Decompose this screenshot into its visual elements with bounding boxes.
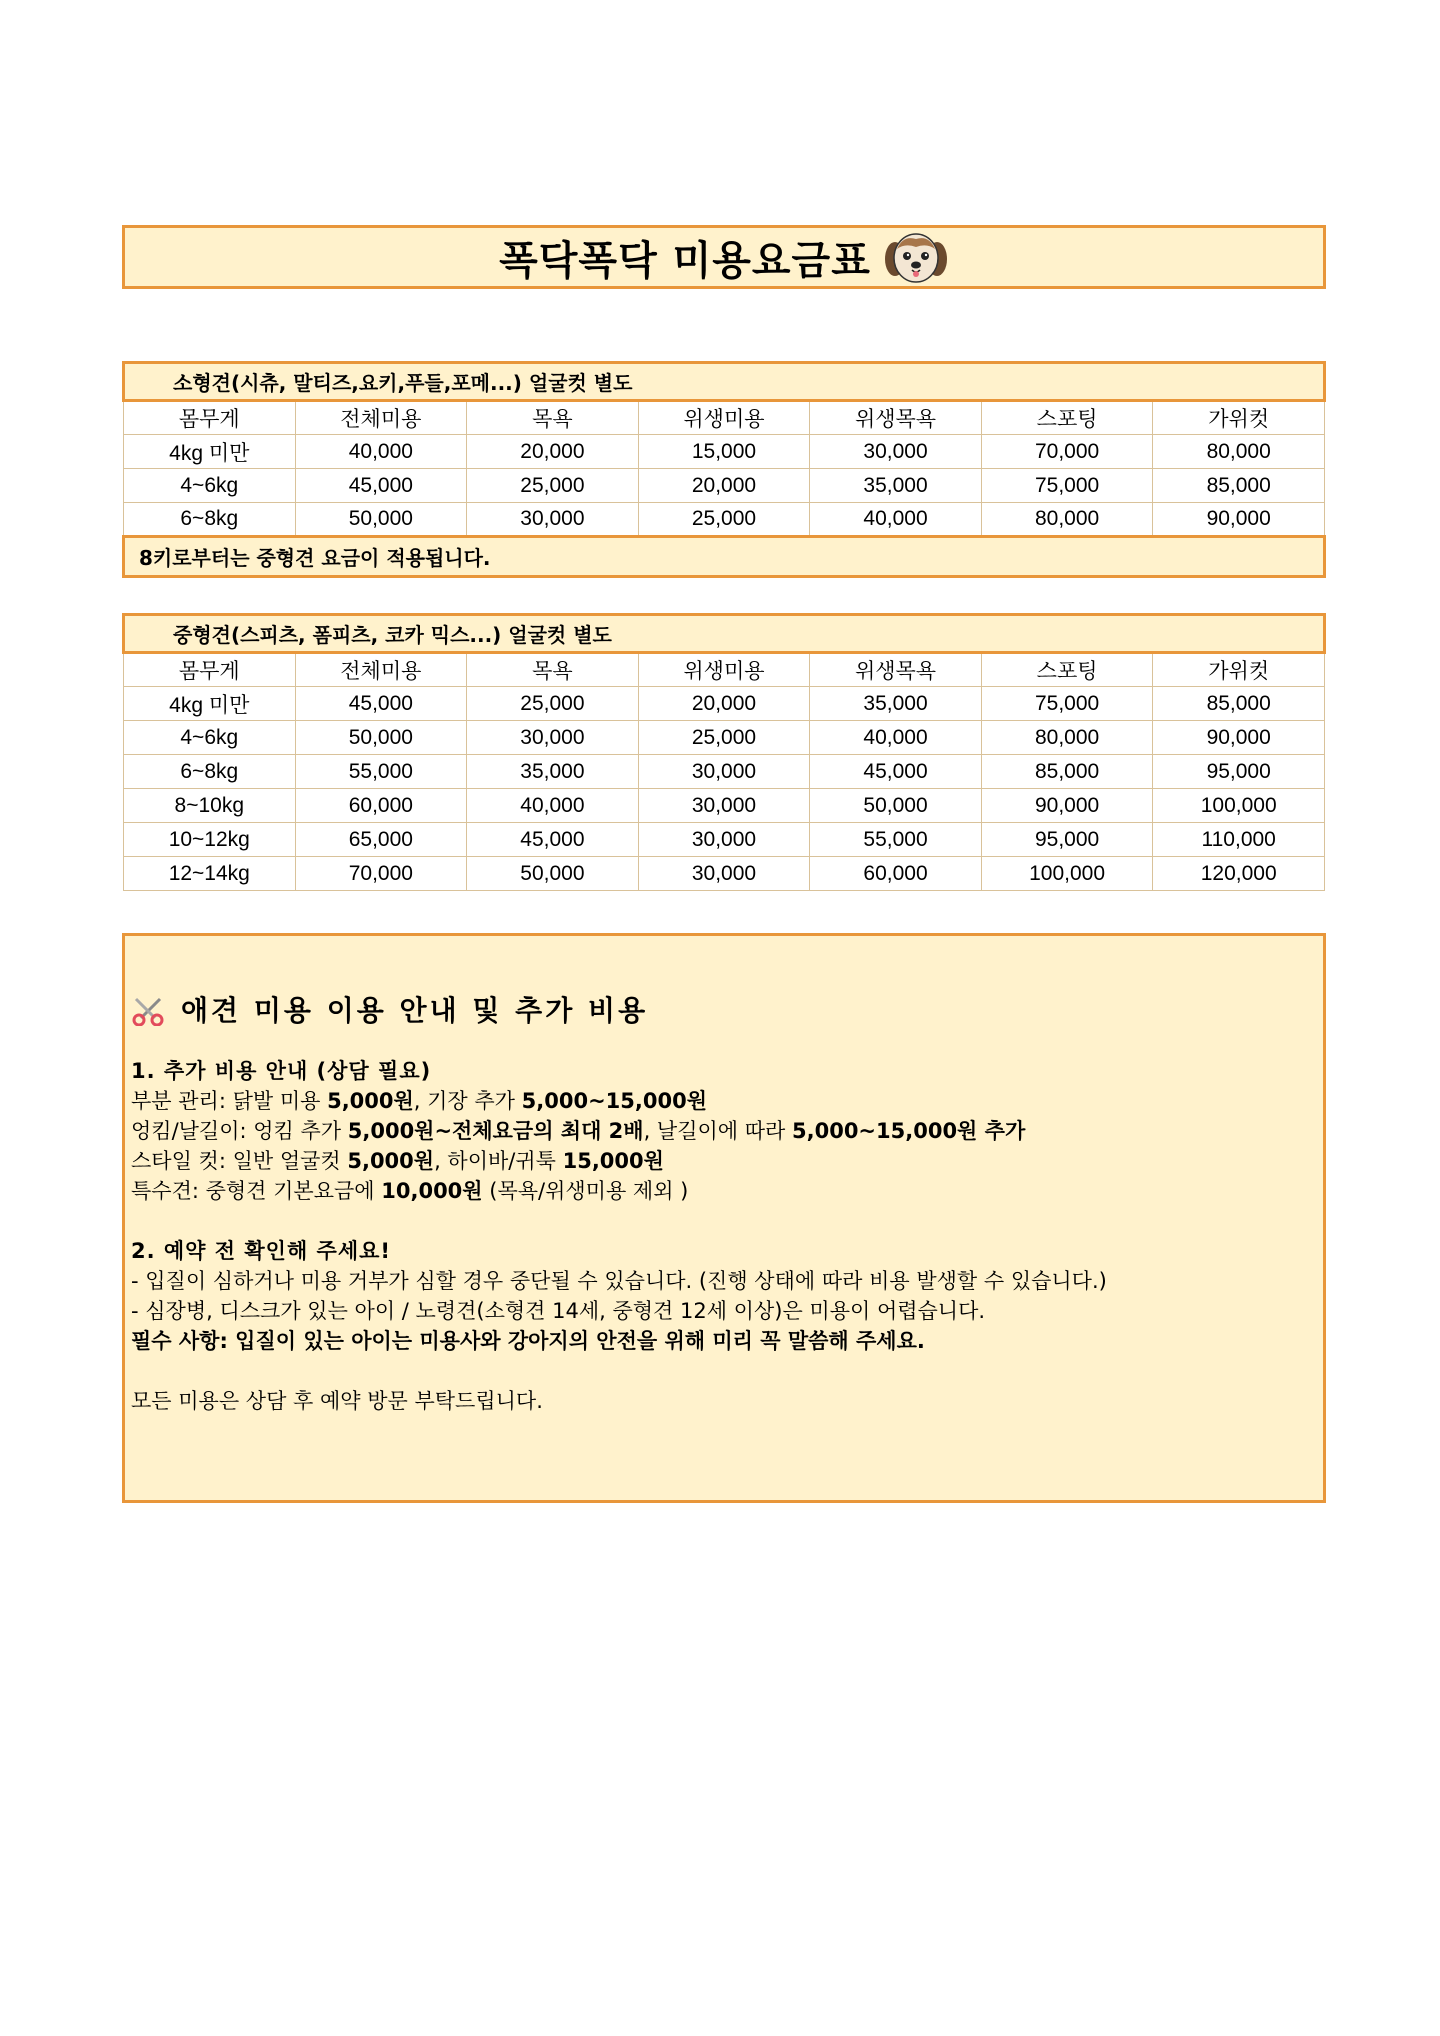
table-cell: 120,000 [1153,857,1325,891]
table-row [124,687,1325,721]
table-header-row [124,401,1325,435]
table-row [124,469,1325,503]
table-row [124,789,1325,823]
scissors-icon [131,996,165,1026]
table-row [124,755,1325,789]
column-header: 전체미용 [295,653,467,687]
column-header: 위생미용 [638,653,810,687]
info-line: - 심장병, 디스크가 있는 아이 / 노령견(소형견 14세, 중형견 12세 이상)은 미용이 어렵습니다. [131,1299,986,1323]
info-text: (목욕/위생미용 제외 ) [482,1179,689,1203]
info-text: 특수견: 중형견 기본요금에 [131,1179,382,1203]
small-dog-price-table [122,361,1326,578]
table-cell: 45,000 [295,469,467,503]
table-cell: 25,000 [467,469,639,503]
table-row [124,503,1325,537]
table-cell: 50,000 [810,789,982,823]
table-row [124,435,1325,469]
column-header: 목욕 [467,653,639,687]
table-cell: 100,000 [1153,789,1325,823]
table-cell: 30,000 [810,435,982,469]
table-cell: 40,000 [295,435,467,469]
medium-dog-caption: 중형견(스피츠, 폼피츠, 코카 믹스...) 얼굴컷 별도 [124,615,1325,653]
info-line [131,1116,1313,1146]
table-cell: 35,000 [810,687,982,721]
table-cell: 10~12kg [124,823,296,857]
table-cell: 110,000 [1153,823,1325,857]
table-cell: 100,000 [981,857,1153,891]
table-cell: 80,000 [981,721,1153,755]
table-cell: 85,000 [1153,469,1325,503]
table-cell: 85,000 [981,755,1153,789]
table-cell: 60,000 [810,857,982,891]
info-price: 15,000원 [562,1149,664,1173]
column-header: 위생목욕 [810,401,982,435]
table-cell: 8~10kg [124,789,296,823]
table-header-row [124,653,1325,687]
table-cell: 35,000 [810,469,982,503]
table-cell: 40,000 [810,721,982,755]
table-caption-row [124,363,1325,401]
table-cell: 50,000 [295,503,467,537]
table-cell: 4kg 미만 [124,435,296,469]
column-header: 위생목욕 [810,653,982,687]
title-banner [122,225,1326,289]
table-cell: 25,000 [467,687,639,721]
table-cell: 80,000 [1153,435,1325,469]
table-row [124,721,1325,755]
info-line: - 입질이 심하거나 미용 거부가 심할 경우 중단될 수 있습니다. (진행 상태에 따라 비용 발생할 수 있습니다.) [131,1269,1107,1293]
table-cell: 50,000 [295,721,467,755]
info-line [131,1146,1313,1176]
table-cell: 4~6kg [124,721,296,755]
table-cell: 90,000 [1153,503,1325,537]
table-cell: 40,000 [810,503,982,537]
table-cell: 4kg 미만 [124,687,296,721]
table-cell: 30,000 [467,721,639,755]
table-cell: 30,000 [467,503,639,537]
medium-dog-price-table [122,613,1326,891]
table-cell: 45,000 [467,823,639,857]
info-text: 스타일 컷: 일반 얼굴컷 [131,1149,348,1173]
table-cell: 70,000 [295,857,467,891]
table-cell: 75,000 [981,469,1153,503]
table-cell: 75,000 [981,687,1153,721]
info-heading [131,996,1313,1026]
column-header: 몸무게 [124,401,296,435]
table-cell: 25,000 [638,503,810,537]
table-row [124,857,1325,891]
table-note-row [124,537,1325,577]
info-text: , 날길이에 따라 [643,1119,792,1143]
table-cell: 20,000 [638,469,810,503]
column-header: 위생미용 [638,401,810,435]
table-cell: 90,000 [981,789,1153,823]
info-text: 엉킴/날길이: 엉킴 추가 [131,1119,348,1143]
table-cell: 6~8kg [124,503,296,537]
table-cell: 90,000 [1153,721,1325,755]
info-heading-text: 애견 미용 이용 안내 및 추가 비용 [181,994,649,1027]
grooming-info-box [122,933,1326,1503]
section-title: 1. 추가 비용 안내 (상담 필요) [131,1059,432,1083]
required-notice: 필수 사항: 입질이 있는 아이는 미용사와 강아지의 안전을 위해 미리 꼭 말씀해 주세요. [131,1329,925,1353]
column-header: 몸무게 [124,653,296,687]
info-text: , 기장 추가 [413,1089,522,1113]
info-price: 10,000원 [381,1179,483,1203]
table-cell: 45,000 [295,687,467,721]
column-header: 가위컷 [1153,653,1325,687]
dog-face-icon [883,229,949,285]
table-cell: 30,000 [638,755,810,789]
table-cell: 15,000 [638,435,810,469]
column-header: 스포팅 [981,653,1153,687]
table-cell: 85,000 [1153,687,1325,721]
table-cell: 80,000 [981,503,1153,537]
small-dog-note: 8키로부터는 중형견 요금이 적용됩니다. [124,537,1325,577]
table-cell: 55,000 [295,755,467,789]
table-cell: 55,000 [810,823,982,857]
info-price: 5,000~15,000원 [521,1089,707,1113]
info-price: 5,000~15,000원 추가 [792,1119,1026,1143]
table-cell: 6~8kg [124,755,296,789]
table-caption-row [124,615,1325,653]
small-dog-caption: 소형견(시츄, 말티즈,요키,푸들,포메...) 얼굴컷 별도 [124,363,1325,401]
column-header: 목욕 [467,401,639,435]
table-cell: 40,000 [467,789,639,823]
table-cell: 95,000 [981,823,1153,857]
info-text: , 하이바/귀툭 [434,1149,563,1173]
table-row [124,823,1325,857]
table-cell: 25,000 [638,721,810,755]
info-price: 5,000원~전체요금의 최대 2배 [347,1119,644,1143]
table-cell: 30,000 [638,823,810,857]
page-title: 폭닥폭닥 미용요금표 [499,237,871,284]
info-line [131,1086,1313,1116]
column-header: 전체미용 [295,401,467,435]
closing-text: 모든 미용은 상담 후 예약 방문 부탁드립니다. [131,1389,543,1413]
column-header: 스포팅 [981,401,1153,435]
table-cell: 4~6kg [124,469,296,503]
table-cell: 20,000 [638,687,810,721]
info-price: 5,000원 [327,1089,414,1113]
table-cell: 20,000 [467,435,639,469]
table-cell: 65,000 [295,823,467,857]
table-cell: 45,000 [810,755,982,789]
table-cell: 70,000 [981,435,1153,469]
table-cell: 35,000 [467,755,639,789]
section-title: 2. 예약 전 확인해 주세요! [131,1239,391,1263]
table-cell: 12~14kg [124,857,296,891]
table-cell: 30,000 [638,789,810,823]
table-cell: 95,000 [1153,755,1325,789]
info-text: 부분 관리: 닭발 미용 [131,1089,328,1113]
info-line [131,1176,1313,1206]
table-cell: 50,000 [467,857,639,891]
table-cell: 30,000 [638,857,810,891]
table-cell: 60,000 [295,789,467,823]
info-price: 5,000원 [347,1149,435,1173]
column-header: 가위컷 [1153,401,1325,435]
